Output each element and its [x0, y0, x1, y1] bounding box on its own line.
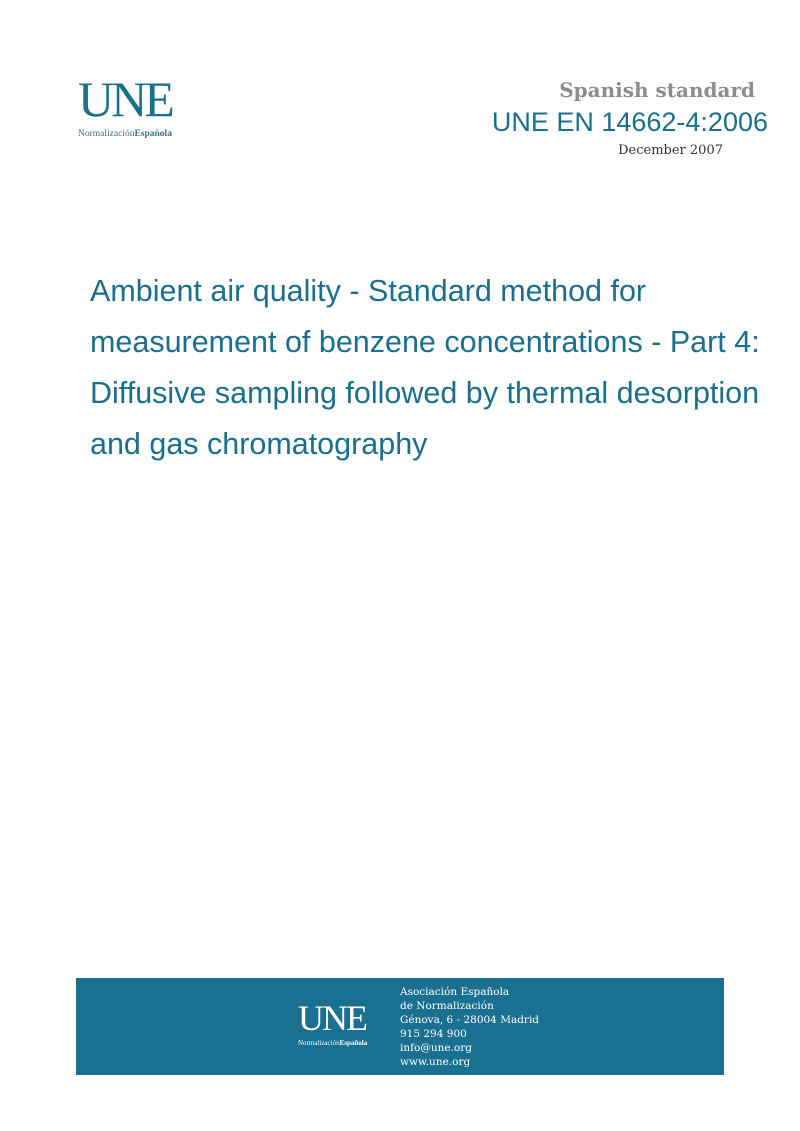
org-address: Génova, 6 - 28004 Madrid	[400, 1014, 540, 1026]
issue-date: December 2007	[618, 143, 723, 158]
org-website: www.une.org	[400, 1056, 471, 1068]
tagline-espanola: Española	[134, 129, 172, 139]
standard-code: UNE EN 14662-4:2006	[491, 107, 768, 137]
document-type-label: Spanish standard	[559, 78, 755, 102]
contact-block	[400, 985, 539, 1069]
org-name-line2: de Normalización	[400, 1000, 494, 1012]
tagline-normalizacion: Normalización	[78, 129, 135, 139]
footer-tagline-espanola: Española	[339, 1039, 368, 1047]
document-title: Ambient air quality - Standard method for measurement of benzene concentrations - Part 4: Diffusive sampling followed by thermal desorption and gas chromatography	[90, 274, 760, 461]
footer-band	[76, 978, 724, 1075]
footer-une-logo	[298, 1000, 388, 1048]
footer-logo-wordmark: UNE	[298, 998, 366, 1038]
une-logo	[78, 71, 208, 144]
org-phone: 915 294 900	[400, 1028, 467, 1040]
footer-tagline-normalizacion: Normalización	[298, 1039, 340, 1047]
une-logo-tagline	[78, 128, 208, 140]
org-email: info@une.org	[400, 1042, 472, 1054]
footer-logo-tagline	[298, 1039, 388, 1048]
une-logo-wordmark: UNE	[78, 71, 172, 127]
org-name-line1: Asociación Española	[400, 986, 510, 998]
